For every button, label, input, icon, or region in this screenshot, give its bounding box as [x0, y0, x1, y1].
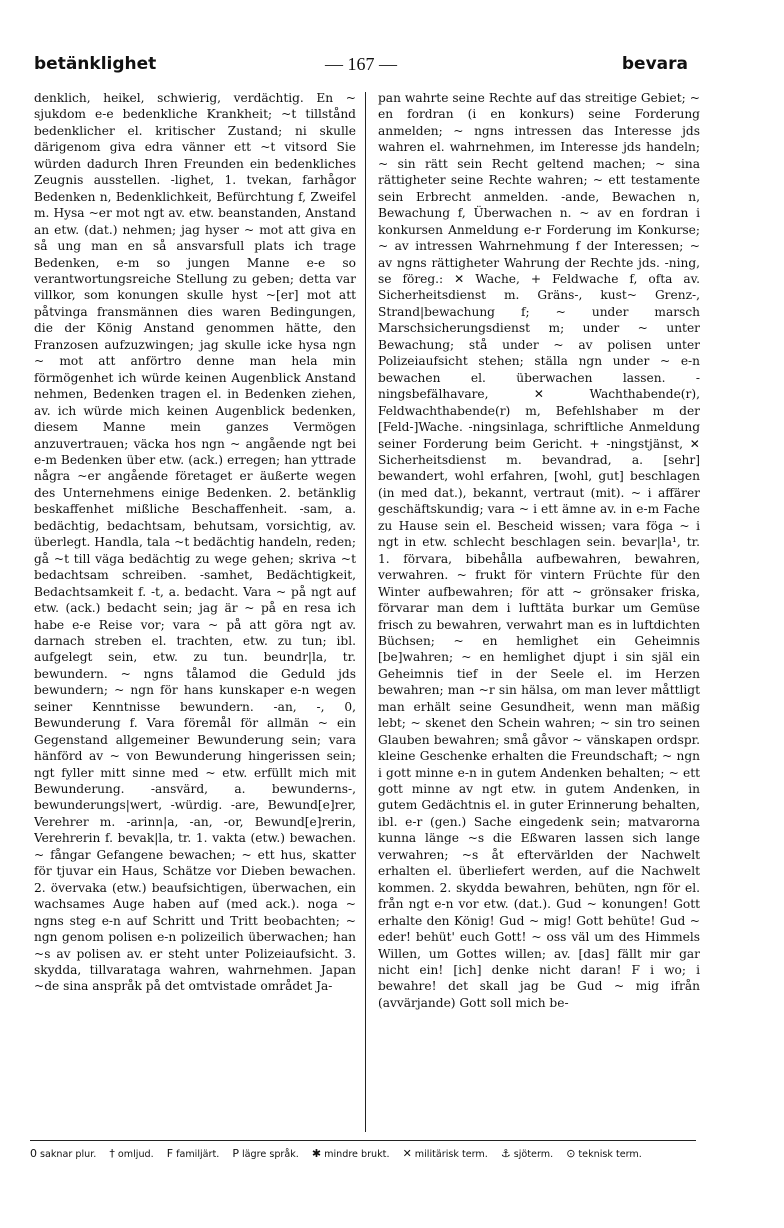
- right-column: [378, 90, 700, 1135]
- legend-label: lägre språk.: [242, 1149, 299, 1160]
- legend-symbol: ✕: [402, 1147, 412, 1160]
- abbreviation-legend: [30, 1147, 710, 1165]
- legend-label: familjärt.: [176, 1149, 220, 1160]
- legend-symbol: †: [109, 1147, 115, 1160]
- legend-symbol: P: [232, 1147, 240, 1160]
- legend-item: [566, 1149, 642, 1160]
- legend-item: [232, 1149, 298, 1160]
- legend-item: [109, 1149, 153, 1160]
- legend-item: [403, 1149, 488, 1160]
- footer-divider: [30, 1140, 696, 1141]
- page-number: — 167 —: [325, 54, 397, 74]
- column-divider: [365, 92, 366, 1132]
- legend-item: [501, 1149, 553, 1160]
- running-header: [34, 54, 688, 80]
- left-column: [34, 90, 356, 1135]
- left-column-text: denklich, heikel, schwierig, verdächtig. En ~ sjukdom e-e bedenkliche Krankheit; ~t tillstånd bedenklicher el. kritischer Zustand; ni skulle därigenom giva edra vänner ett ~t vitsord Sie würden dadurch Ihren Freunden ein bedenkliches Zeugnis ausstellen. -lighet, 1. tvekan, farhågor Bedenken n, Bedenklichkeit, Befürchtung f, Zweifel m. Hysa ~er mot ngt av. etw. beanstanden, Anstand an etw. (dat.) nehmen; jag hyser ~ mot att giva en så ung man en så ansvarsfull plats ich trage Bedenken, e-m so jungen Manne e-e so verantwortungsreiche Stellung zu geben; detta var villkor, som konungen skulle hyst ~[er] mot att påtvinga fransmännen dies waren Bedingungen, die der König Anstand genommen hätte, den Franzosen aufzuzwingen; jag skulle icke hysa ngn ~ mot att anförtro denne man hela min förmögenhet ich würde keinen Augenblick Anstand nehmen, Bedenken tragen el. in Bedenken ziehen, av. ich würde mich keinen Augenblick bedenken, diesem Manne mein ganzes Vermögen anzuvertrauen; väcka hos ngn ~ angående ngt bei e-m Bedenken über etw. (ack.) erregen; han yttrade några ~er angående företaget er äußerte wegen des Unternehmens einige Bedenken. 2. betänklig beskaffenhet mißliche Beschaffenheit. -sam, a. bedächtig, bedachtsam, behutsam, vorsichtig, av. überlegt. Handla, tala ~t bedächtig handeln, reden; gå ~t till väga bedächtig zu wege gehen; skriva ~t bedachtsam schreiben. -samhet, Bedächtigkeit, Bedachtsamkeit f. -t, a. bedacht. Vara ~ på ngt auf etw. (ack.) bedacht sein; jag är ~ på en resa ich habe e-e Reise vor; vara ~ på att göra ngt av. darnach streben el. trachten, etw. zu tun; ibl. aufgelegt sein, etw. zu tun. beundr|la, tr. bewundern. ~ ngns tålamod die Geduld jds bewundern; ~ ngn för hans kunskaper e-n wegen seiner Kenntnisse bewundern. -an, -, 0, Bewunderung f. Vara föremål för allmän ~ ein Gegenstand allgemeiner Bewunderung sein; vara hänförd av ~ von Bewunderung hingerissen sein; ngt fyller mitt sinne med ~ etw. erfüllt mich mit Bewunderung. -ansvärd, a. bewunderns-, bewunderungs|wert, -würdig. -are, Bewund[e]rer, Verehrer m. -arinn|a, -an, -or, Bewund[e]rerin, Verehrerin f. bevak|la, tr. 1. vakta (etw.) bewachen. ~ fångar Gefangene bewachen; ~ ett hus, skatter för tjuvar ein Haus, Schätze vor Dieben bewachen. 2. övervaka (etw.) beaufsichtigen, überwachen, ein wachsames Auge haben auf (med ack.). noga ~ ngns steg e-n auf Schritt und Tritt beobachten; ~ ngn genom polisen e-n polizeilich überwachen; han ~s av polisen av. er steht unter Polizeiaufsicht. 3. skydda, tillvarataga wahren, wahrnehmen. Japan ~de sina anspråk på det omtvistade området Ja-: [34, 91, 356, 994]
- legend-item: [167, 1149, 220, 1160]
- legend-symbol: F: [166, 1147, 174, 1160]
- legend-label: militärisk term.: [414, 1149, 488, 1160]
- legend-item: [312, 1149, 390, 1160]
- legend-label: teknisk term.: [578, 1149, 642, 1160]
- legend-label: mindre brukt.: [324, 1149, 390, 1160]
- legend-label: sjöterm.: [513, 1149, 554, 1160]
- legend-label: omljud.: [117, 1149, 154, 1160]
- legend-symbol: ✱: [311, 1147, 322, 1160]
- right-column-text: pan wahrte seine Rechte auf das streitige Gebiet; ~ en fordran (i en konkurs) seine Forderung anmelden; ~ ngns intressen das Interesse jds wahren el. wahrnehmen, im Interesse jds handeln; ~ sin rätt sein Recht geltend machen; ~ sina rättigheter seine Rechte wahren; ~ ett testamente sein Erbrecht anmelden. -ande, Bewachen n, Bewachung f, Überwachen n. ~ av en fordran i konkursen Anmeldung e-r Forderung im Konkurse; ~ av intressen Wahrnehmung f der Interessen; ~ av ngns rättigheter Wahrung der Rechte jds. -ning, se föreg.: ✕ Wache, + Feldwache f, ofta av. Sicherheitsdienst m. Gräns-, kust~ Grenz-, Strand|bewachung f; ~ under marsch Marschsicherungsdienst m; under ~ unter Bewachung; stå under ~ av polisen unter Polizeiaufsicht stehen; ställa ngn under ~ e-n bewachen el. überwachen lassen. -ningsbefälhavare, ✕ Wachthabende(r), Feldwachthabende(r) m, Befehlshaber m der [Feld-]Wache. -ningsinlaga, schriftliche Anmeldung seiner Forderung beim Gericht. + -ningstjänst, ✕ Sicherheitsdienst m. bevandrad, a. [sehr] bewandert, wohl erfahren, [wohl, gut] beschlagen (in med dat.), bekannt, vertraut (mit). ~ i affärer geschäftskundig; vara ~ i ett ämne av. in e-m Fache zu Hause sein el. Bescheid wissen; vara föga ~ i ngt in etw. schlecht beschlagen sein. bevar|la¹, tr. 1. förvara, bibehålla aufbewahren, bewahren, verwahren. ~ frukt för vintern Früchte für den Winter aufbewahren; för att ~ grönsaker friska, förvarar man dem i lufttäta burkar um Gemüse frisch zu bewahren, verwahrt man es in luftdichten Büchsen; ~ en hemlighet ein Geheimnis [be]wahren; ~ en hemlighet djupt i sin själ ein Geheimnis tief in der Seele el. im Herzen bewahren; man ~r sin hälsa, om man lever måttligt man erhält seine Gesundheit, wenn man mäßig lebt; ~ skenet den Schein wahren; ~ sin tro seinen Glauben bewahren; små gåvor ~ vänskapen ordspr. kleine Geschenke erhalten die Freundschaft; ~ ngn i gott minne e-n in gutem Andenken behalten; ~ ett gott minne av ngt etw. in gutem Andenken, in gutem Gedächtnis el. in guter Erinnerung behalten, ibl. e-r (gen.) Sache eingedenk sein; matvarorna kunna länge ~s die Eßwaren lassen sich lange verwahren; ~s åt eftervärlden der Nachwelt erhalten el. überliefert werden, auf die Nachwelt kommen. 2. skydda bewahren, behüten, ngn för el. från ngt e-n vor etw. (dat.). Gud ~ konungen! Gott erhalte den König! Gud ~ mig! Gott behüte! Gud ~ eder! behüt' euch Gott! ~ oss väl um des Himmels Willen, um Gottes willen; av. [das] fällt mir gar nicht ein! [ich] denke nicht daran! F i wo; i bewahre! det skall jag be Gud ~ mig ifrån (avvärjande) Gott soll mich be-: [378, 91, 700, 1010]
- legend-item: [30, 1149, 96, 1160]
- legend-symbol: ⊙: [566, 1147, 576, 1160]
- legend-symbol: ⚓: [500, 1147, 511, 1160]
- legend-symbol: 0: [30, 1147, 37, 1160]
- legend-label: saknar plur.: [40, 1149, 97, 1160]
- header-last-word: bevara: [621, 54, 688, 74]
- header-first-word: betänklighet: [34, 54, 157, 74]
